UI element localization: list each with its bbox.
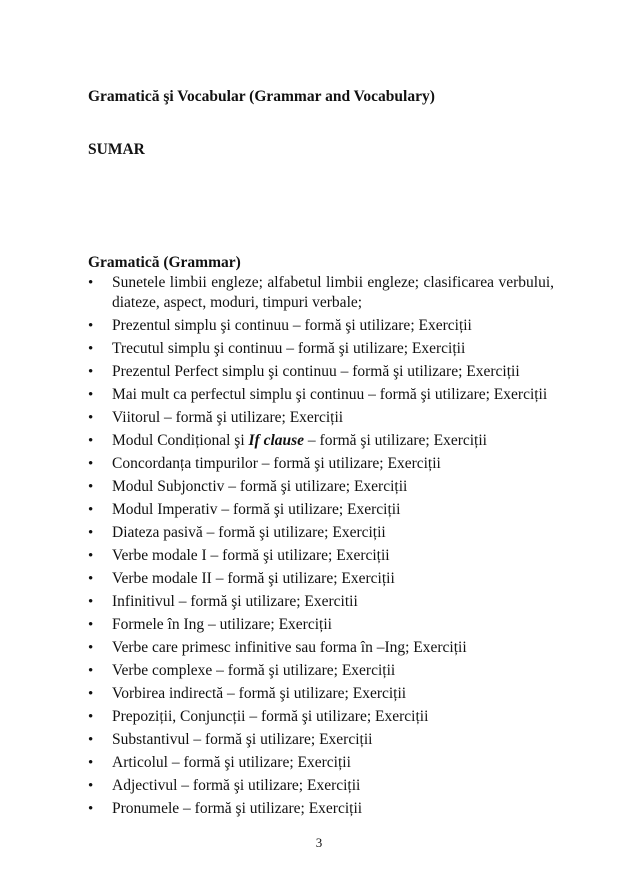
list-item-text: Prezentul simplu şi continuu – formă şi utilizare; Exerciții (112, 317, 472, 334)
bullet-icon: • (88, 318, 94, 334)
bullet-icon: • (88, 456, 94, 472)
list-item-text: Modul Subjonctiv – formă şi utilizare; Exerciții (112, 478, 408, 495)
bullet-icon: • (88, 571, 94, 587)
bullet-icon: • (88, 433, 94, 449)
list-item (88, 362, 554, 382)
list-item (88, 592, 554, 612)
list-item (88, 316, 554, 336)
list-item (88, 523, 554, 543)
bullet-icon: • (88, 525, 94, 541)
bullet-icon: • (88, 410, 94, 426)
list-item (88, 753, 554, 773)
list-item-text: Trecutul simplu şi continuu – formă şi utilizare; Exerciții (112, 340, 466, 357)
list-item (88, 615, 554, 635)
list-item-text: Modul Imperativ – formă şi utilizare; Exerciții (112, 501, 401, 518)
list-item (88, 569, 554, 589)
list-item (88, 385, 554, 405)
bullet-icon: • (88, 640, 94, 656)
list-item-text: Adjectivul – formă şi utilizare; Exerciții (112, 777, 361, 794)
list-item-text-part: – formă şi utilizare; Exerciții (304, 432, 487, 449)
list-item-text: Prezentul Perfect simplu şi continuu – formă şi utilizare; Exerciții (112, 363, 520, 380)
bullet-icon: • (88, 801, 94, 817)
list-item (88, 799, 554, 819)
list-item (88, 661, 554, 681)
bullet-icon: • (88, 364, 94, 380)
bullet-icon: • (88, 732, 94, 748)
bullet-icon: • (88, 755, 94, 771)
list-item (88, 454, 554, 474)
bullet-icon: • (88, 502, 94, 518)
list-item-text: Diateza pasivă – formă şi utilizare; Exerciții (112, 524, 386, 541)
bullet-icon: • (88, 275, 94, 291)
list-item-text: Verbe modale I – formă şi utilizare; Exerciții (112, 547, 390, 564)
list-item (88, 684, 554, 704)
bullet-icon: • (88, 617, 94, 633)
list-item-text: Concordanța timpurilor – formă şi utilizare; Exerciții (112, 455, 441, 472)
list-item-text: Prepoziții, Conjuncții – formă şi utilizare; Exerciții (112, 708, 429, 725)
list-item (88, 500, 554, 520)
list-item (88, 707, 554, 727)
list-item (88, 776, 554, 796)
grammar-topics-list (88, 273, 554, 822)
list-item (88, 431, 554, 451)
list-item-text: Verbe care primesc infinitive sau forma în –Ing; Exerciții (112, 639, 467, 656)
list-item-text: Formele în Ing – utilizare; Exerciții (112, 616, 332, 633)
list-item-text (112, 432, 487, 449)
summary-heading: SUMAR (88, 141, 145, 158)
list-item (88, 638, 554, 658)
list-item (88, 273, 554, 313)
list-item (88, 408, 554, 428)
list-item (88, 546, 554, 566)
list-item-text: Mai mult ca perfectul simplu şi continuu – formă şi utilizare; Exerciții (112, 386, 548, 403)
list-item-text: Verbe modale II – formă şi utilizare; Exerciții (112, 570, 395, 587)
bullet-icon: • (88, 548, 94, 564)
bullet-icon: • (88, 778, 94, 794)
document-title: Gramatică şi Vocabular (Grammar and Vocabulary) (88, 88, 435, 105)
list-item-text: Vorbirea indirectă – formă şi utilizare; Exerciții (112, 685, 407, 702)
list-item-text: Viitorul – formă şi utilizare; Exerciții (112, 409, 344, 426)
list-item-text: Substantivul – formă şi utilizare; Exerciții (112, 731, 373, 748)
bullet-icon: • (88, 709, 94, 725)
list-item-text: Articolul – formă şi utilizare; Exerciții (112, 754, 351, 771)
list-item-text: Sunetele limbii engleze; alfabetul limbii engleze; clasificarea verbului, diateze, aspect, moduri, timpuri verbale; (112, 274, 554, 311)
list-item (88, 477, 554, 497)
bullet-icon: • (88, 341, 94, 357)
list-item (88, 730, 554, 750)
list-item-text-part: Modul Condițional şi (112, 432, 249, 449)
bullet-icon: • (88, 387, 94, 403)
bullet-icon: • (88, 663, 94, 679)
list-item (88, 339, 554, 359)
bullet-icon: • (88, 686, 94, 702)
page-number: 3 (315, 835, 323, 850)
list-item-text: Verbe complexe – formă şi utilizare; Exerciții (112, 662, 396, 679)
bullet-icon: • (88, 479, 94, 495)
list-item-text: Infinitivul – formă şi utilizare; Exercitii (112, 593, 358, 610)
list-item-emphasis: If clause (248, 432, 305, 449)
bullet-icon: • (88, 594, 94, 610)
grammar-section-heading: Gramatică (Grammar) (88, 254, 241, 271)
list-item-text: Pronumele – formă şi utilizare; Exerciții (112, 800, 363, 817)
